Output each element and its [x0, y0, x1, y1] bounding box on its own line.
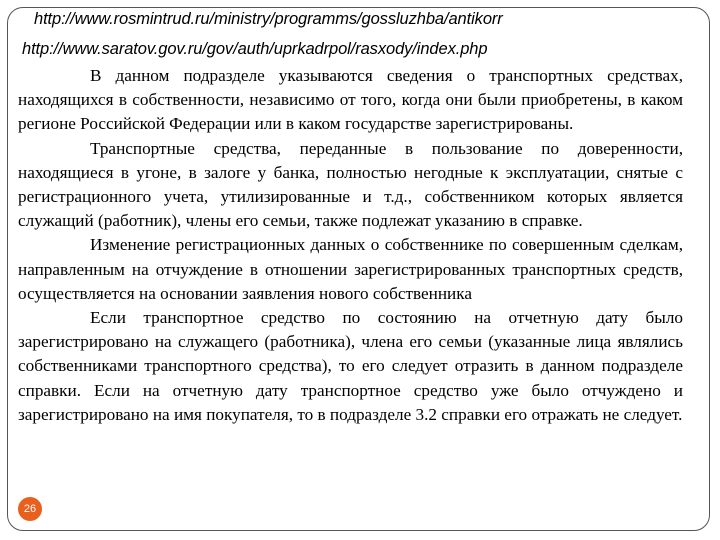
- paragraph-registration-change: Изменение регистрационных данных о собственнике по совершенным сделкам, направленным на отчуждение в отношении зарегистрированных транспортных средств, осуществляется на основании заявления нового собственника: [18, 235, 683, 303]
- paragraph-reporting-date: Если транспортное средство по состоянию на отчетную дату было зарегистрировано на служащего (работника), члена его семьи (указанные лица являлись собственниками транспортного средства), то его следует отразить в данном подразделе справки. Если на отчетную дату транспортное средство уже было отчуждено и зарегистрировано на имя покупателя, то в подразделе 3.2 справки его отражать не следует.: [18, 308, 683, 424]
- body-text: [18, 64, 683, 427]
- rosmintrud-link[interactable]: http://www.rosmintrud.ru/ministry/programms/gossluzhba/antikorr: [34, 10, 503, 28]
- saratov-link[interactable]: http://www.saratov.gov.ru/gov/auth/uprkadrpol/rasxody/index.php: [22, 40, 488, 58]
- page-number-badge: 26: [18, 497, 42, 521]
- paragraph-vehicles-info: В данном подразделе указываются сведения о транспортных средствах, находящихся в собственности, независимо от того, когда они были приобретены, в каком регионе Российской Федерации или в каком государстве зарегистрированы.: [18, 66, 683, 134]
- paragraph-transferred-vehicles: Транспортные средства, переданные в пользование по доверенности, находящиеся в угоне, в залоге у банка, полностью негодные к эксплуатации, снятые с регистрационного учета, утилизированные и т.д., собственником которых является служащий (работник), члены его семьи, также подлежат указанию в справке.: [18, 138, 683, 231]
